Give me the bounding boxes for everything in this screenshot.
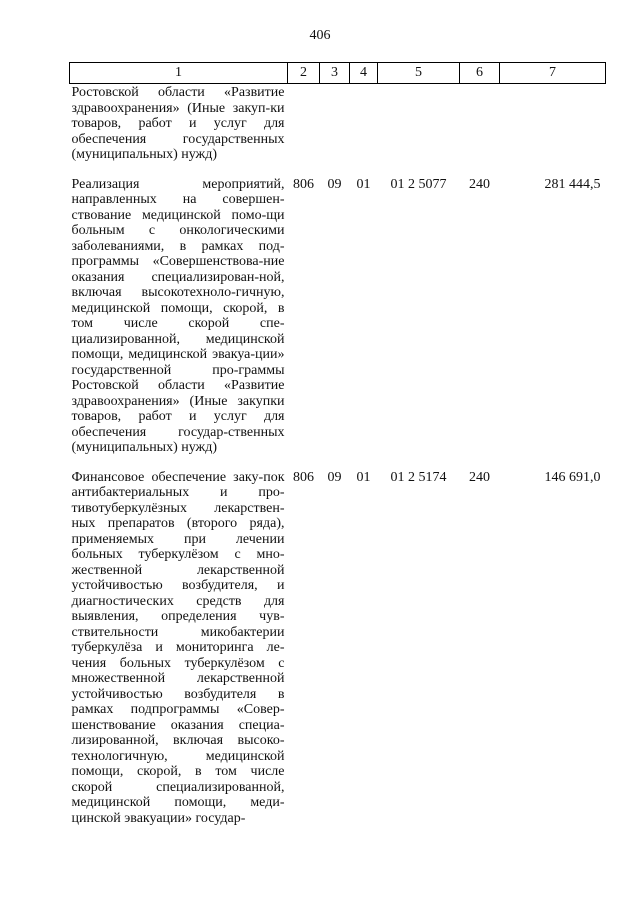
cell-ministry: 806 bbox=[293, 469, 314, 485]
cell-target-item: 01 2 5077 bbox=[390, 176, 447, 192]
cell-section: 09 bbox=[327, 469, 342, 485]
page-number: 406 bbox=[309, 28, 331, 43]
cell-expense-type: 240 bbox=[469, 176, 490, 192]
cell-target-item: 01 2 5174 bbox=[390, 469, 447, 485]
row-description bbox=[70, 470, 288, 827]
table-header-row bbox=[70, 63, 606, 84]
cell-subsection: 01 bbox=[356, 176, 371, 192]
table-row bbox=[70, 470, 606, 827]
cell-amount: 281 444,5 bbox=[544, 176, 601, 192]
col-header-1: 1 bbox=[70, 63, 288, 84]
row-description-text: Ростовской области «Развитие здравоохранения» (Иные закуп-ки товаров, работ и услуг для обеспечения государственных (муниципальных) нужд) bbox=[71, 85, 285, 162]
cell-section: 09 bbox=[327, 176, 342, 192]
row-description-text: Реализация мероприятий, направленных на совершен-ствование медицинской помо-щи больным с онкологическими заболеваниями, в рамках под-программы «Совершенствова-ние оказания специализирован-ной, включая высокотехноло-гичную, медицинской помощи, скорой, в том числе скорой спе-циализированной, медицинской помощи, медицинской эвакуа-ции» государственной про-граммы Ростовской области «Развитие здравоохранения» (Иные закупки товаров, работ и услуг для обеспечения государ-ственных (муниципальных) нужд) bbox=[71, 176, 285, 455]
col-header-2: 2 bbox=[288, 63, 320, 84]
cell-expense-type: 240 bbox=[469, 469, 490, 485]
table-row bbox=[70, 84, 606, 177]
col-header-4: 4 bbox=[350, 63, 378, 84]
row-description bbox=[70, 84, 288, 177]
budget-table bbox=[69, 62, 606, 826]
cell-subsection bbox=[350, 84, 378, 177]
cell-amount bbox=[500, 84, 606, 177]
row-description-text: Финансовое обеспечение заку-пок антибактериальных и про-тивотуберкулёзных лекарствен-ных препаратов (второго ряда), применяемых при лечении больных туберкулёзом с мно-жественной лекарственной устойчивостью возбудителя, и диагностических средств для выявления, определения чув-ствительности микобактерии туберкулёза и мониторинга ле-чения больных туберкулёзом с множественной лекарственной устойчивостью возбудителя в рамках подпрограммы «Совер-шенствование оказания специа-лизированной, включая высоко-технологичную, медицинской помощи, скорой, в том числе скорой специализированной, медицинской помощи, меди-цинской эвакуации» государ- bbox=[71, 469, 285, 826]
cell-subsection: 01 bbox=[356, 469, 371, 485]
cell-section bbox=[320, 84, 350, 177]
cell-amount: 146 691,0 bbox=[544, 469, 601, 485]
col-header-5: 5 bbox=[378, 63, 460, 84]
col-header-6: 6 bbox=[460, 63, 500, 84]
row-description bbox=[70, 177, 288, 470]
col-header-7: 7 bbox=[500, 63, 606, 84]
cell-target-item bbox=[378, 84, 460, 177]
col-header-3: 3 bbox=[320, 63, 350, 84]
table-row bbox=[70, 177, 606, 470]
cell-expense-type bbox=[460, 84, 500, 177]
cell-ministry: 806 bbox=[293, 176, 314, 192]
cell-ministry bbox=[288, 84, 320, 177]
